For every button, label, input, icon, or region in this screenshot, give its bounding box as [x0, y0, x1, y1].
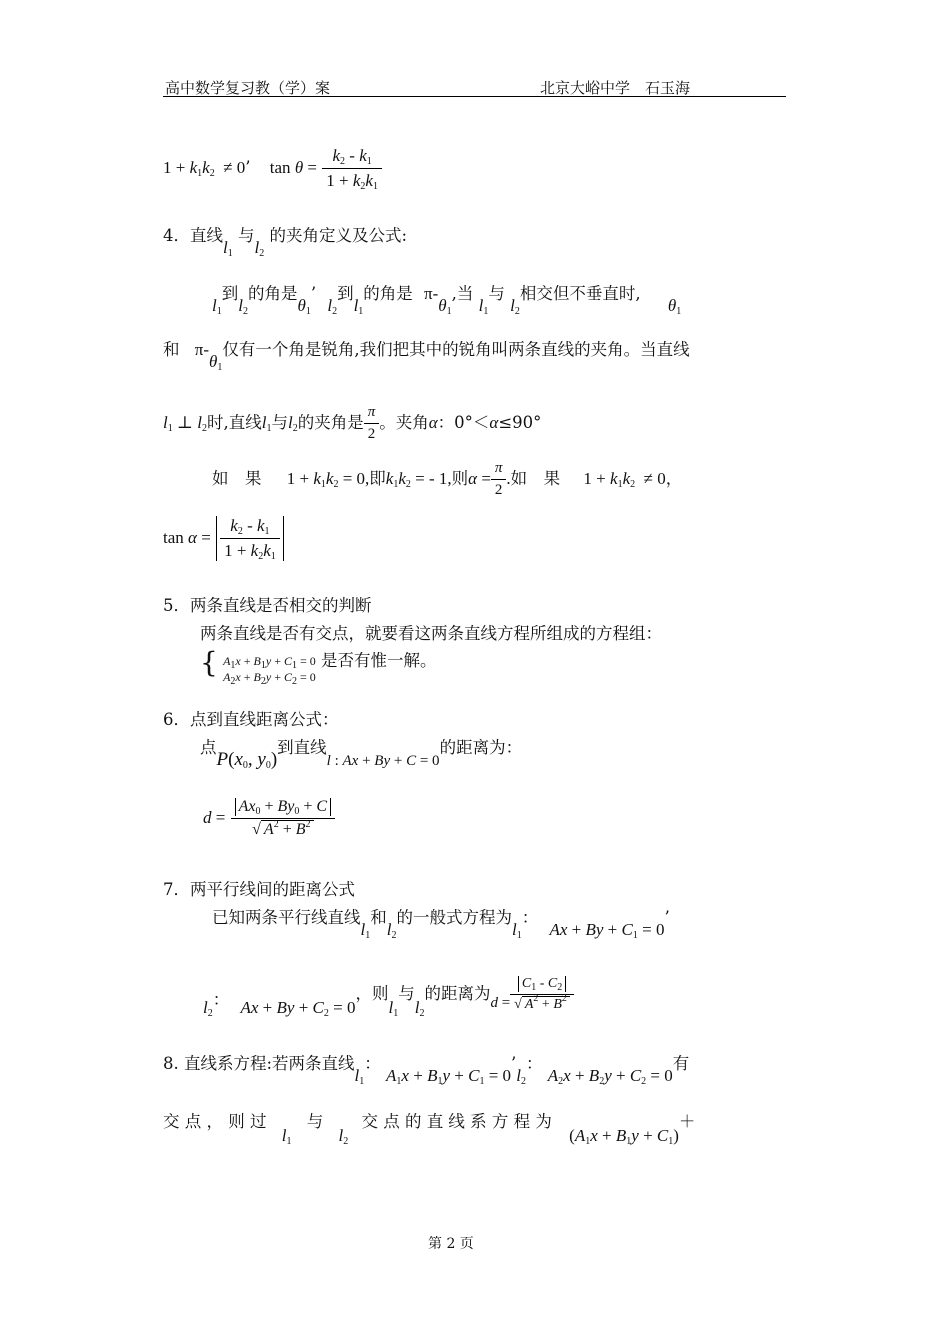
section8-line1: 8. 直线系方程:若两条直线l1： A1x + B1y + C1 = 0’l2： A2x + B2y + C2 = 0有	[163, 1054, 690, 1087]
section6-title: 6．点到直线距离公式：	[163, 710, 339, 729]
section4-title-pre: 4．直线	[163, 226, 223, 245]
section6-body: 点P(x0, y0)到直线l : Ax + By + C = 0的距离为：	[200, 738, 523, 771]
section4-line2: 和 π-θ1仅有一个角是锐角,我们把其中的锐角叫两条直线的夹角。当直线	[163, 340, 690, 373]
section4-title: 4．直线l1 与l2 的夹角定义及公式:	[163, 226, 408, 259]
section5-body: 两条直线是否有交点，就要看这两条直线方程所组成的方程组：	[200, 624, 662, 643]
section4-line3: l1 ⊥ l2时,直线l1与l2的夹角是 $\frac{\pi}{2}$ 。夹角α：0°＜α≤90°	[163, 404, 542, 442]
header-right: 北京大峪中学 石玉海	[540, 79, 691, 97]
section8-line2: 交 点 ， 则 过 l1 与 l2 交 点 的 直 线 系 方 程 为 (A1x + B1y + C1)＋	[163, 1112, 696, 1147]
section7-title: 7．两平行线间的距离公式	[163, 880, 355, 899]
section5-system: { $A_1x + B_1y + C_1 = 0$ $A_2x + B_2y + C_2 = 0$ 是否有惟一解。	[200, 646, 437, 687]
section7-line2: l2： Ax + By + C2 = 0，则l1与l2的距离为d = $\frac{C_1 - C_2}{√ A^2 + B^2}$	[203, 976, 574, 1013]
formula-point-distance: d = $\frac{Ax0 + By0 + C}{√ A^2 + B^2}$	[203, 798, 335, 839]
header-rule	[163, 96, 786, 97]
section7-body: 已知两条平行线直线l1和l2的一般式方程为l1： Ax + By + C1 = 0’	[212, 908, 670, 941]
section4-line1: l1到l2的角是θ1’ l2到l1的角是 π-θ1,当 l1与 l2相交但不垂直时, θ1	[212, 284, 682, 317]
formula-tan-alpha: tan α = $\frac{k2 - k1}{1 + k2k1}$	[163, 516, 284, 561]
section5-suffix: 是否有惟一解。	[321, 651, 437, 670]
section5-title: 5．两条直线是否相交的判断	[163, 596, 372, 615]
section4-line4: 如 果 1 + k1k2 = 0,即k1k2 = - 1,则α = $\frac{\pi}{2}$ .如 果 1 + k1k2 ≠ 0，	[212, 460, 683, 498]
formula-tan-theta: 1 + k1k2 ≠ 0’ tan θ = $\frac{k2 - k1}{1 + k2k1}$	[163, 146, 382, 191]
section4-title-post: 的夹角定义及公式:	[269, 226, 408, 245]
page-number: 第 2 页	[428, 1236, 474, 1252]
header-left: 高中数学复习教（学）案	[165, 79, 331, 97]
section4-title-mid: 与	[237, 226, 255, 245]
